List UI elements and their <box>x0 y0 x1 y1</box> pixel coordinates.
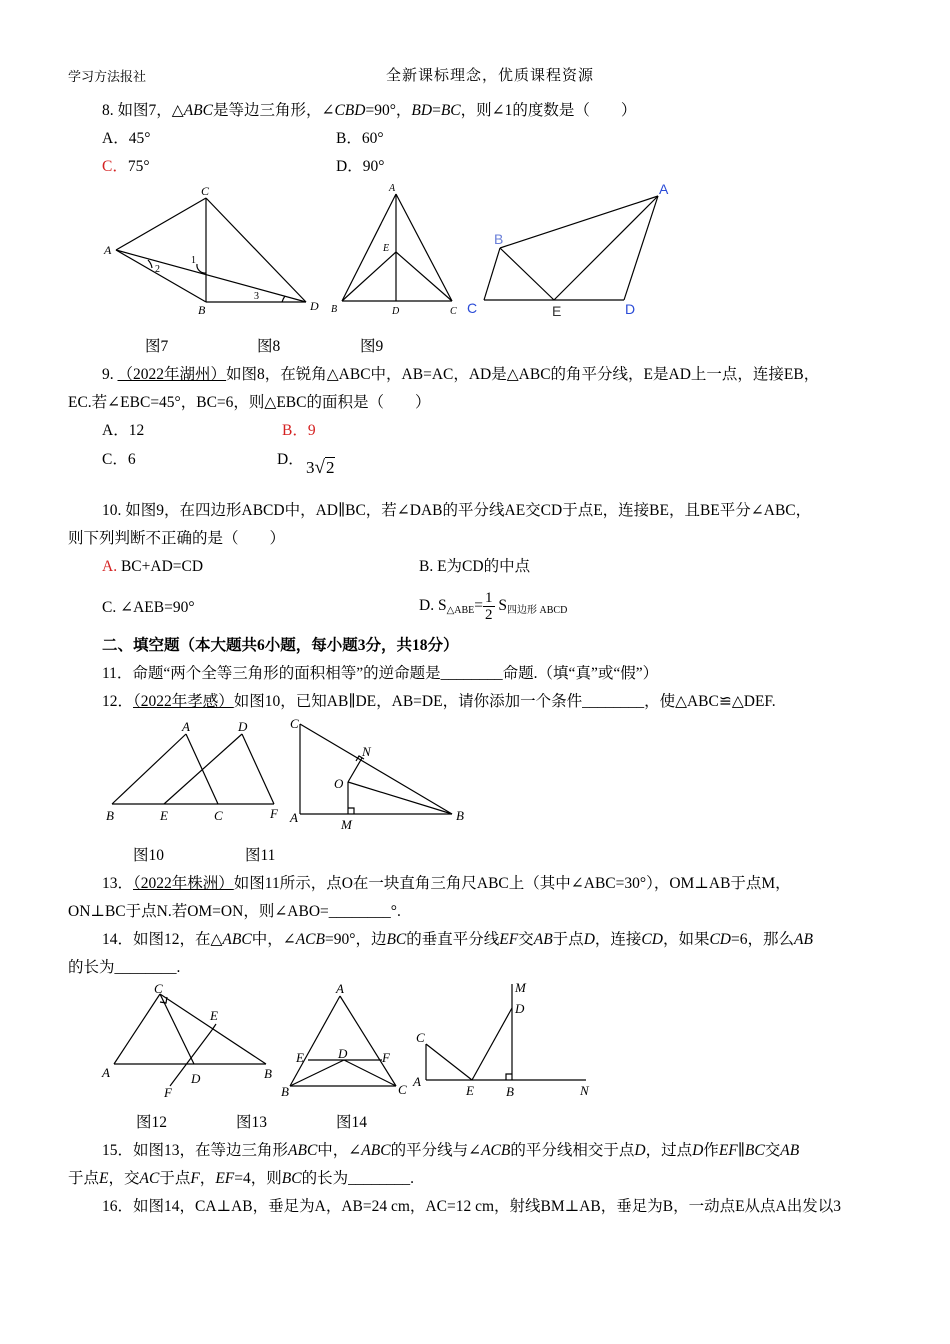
q15-a: 15．如图13，在等边三角形 <box>102 1142 289 1159</box>
q15-stem-line1 <box>102 1141 799 1161</box>
q15-stem-line2 <box>68 1169 414 1189</box>
q14-cd: CD <box>641 931 663 948</box>
q15-c: 的平分线与∠ <box>390 1142 482 1159</box>
q15-D2: D <box>692 1142 704 1159</box>
q10-option-a <box>102 557 203 577</box>
q14-bc: BC <box>386 931 407 948</box>
q14-tri: △ABC <box>210 931 252 948</box>
q15-abc: ABC <box>288 1142 318 1159</box>
q15-2F: F <box>190 1170 200 1187</box>
fig9-label-c: C <box>467 300 478 316</box>
fig12-label-c: C <box>154 981 163 996</box>
fig10-label-a: A <box>182 719 190 734</box>
q10-option-d <box>419 586 567 631</box>
fig12-label-a: A <box>102 1065 110 1080</box>
q9-option-c: C．6 <box>102 451 136 468</box>
fig13-label-a: A <box>336 981 344 996</box>
header-center: 全新课标理念，优质课程资源 <box>386 68 595 84</box>
fig14-label-m: M <box>515 980 526 995</box>
q15-ab: AB <box>780 1142 800 1159</box>
fig11-label-a: A <box>290 810 298 825</box>
fig11-diagram <box>300 724 452 814</box>
q14-d: 的垂直平分线 <box>406 931 500 948</box>
fig7-diagram <box>116 198 306 302</box>
q14-g: ，连接 <box>594 931 642 948</box>
q9-source: （2022年湖州） <box>117 366 227 383</box>
fig14-label-a: A <box>413 1074 421 1089</box>
q15-ef: EF <box>718 1142 738 1159</box>
q9-option-b: B．9 <box>282 422 316 439</box>
figures-row1 <box>100 180 690 325</box>
fig10-caption: 图10 <box>133 847 165 864</box>
fig7-label-b: B <box>198 303 206 317</box>
q14-a: 14．如图12，在 <box>102 931 211 948</box>
q10-stem-line1: 10. 如图9，在四边形ABCD中，AD∥BC，若∠DAB的平分线AE交CD于点E，连接BE，且BE平分∠ABC， <box>102 502 812 519</box>
fig10-diagram <box>112 734 274 804</box>
q14-c: =90°，边 <box>325 931 387 948</box>
q8-option-c-value: 75° <box>127 158 150 175</box>
fig11-label-n: N <box>362 744 371 759</box>
q15-e: ，过点 <box>645 1142 693 1159</box>
q9-num: 9. <box>102 366 118 383</box>
q8-end: ，则∠1的度数是（ ） <box>460 102 637 119</box>
q10-d-sub1: △ABE <box>446 605 475 616</box>
q15-g: ∥ <box>737 1142 745 1159</box>
fig11-caption: 图11 <box>245 847 276 864</box>
q13-stem1: 如图11所示，点O在一块直角三角尺ABC上（其中∠ABC=30°），OM⊥AB于点M， <box>233 875 791 892</box>
q8-bd: BD <box>411 102 433 119</box>
fig13-label-e: E <box>296 1050 304 1065</box>
q10-option-a-text: BC+AD=CD <box>117 558 204 575</box>
q8-abc: ABC <box>183 102 213 119</box>
q14-i: =6，那么 <box>731 931 795 948</box>
fig9-label-a: A <box>659 181 669 197</box>
q14-f: 于点 <box>552 931 584 948</box>
fig8-label-d: D <box>392 306 400 317</box>
q15-2b: ，交 <box>108 1170 140 1187</box>
q15-2c: 于点 <box>159 1170 191 1187</box>
fig12-label-f: F <box>164 1085 172 1100</box>
q12-source: （2022年孝感） <box>133 693 234 710</box>
q8-option-d: D．90° <box>336 158 385 175</box>
fig9-diagram <box>484 196 658 300</box>
fig8-caption: 图8 <box>257 338 281 355</box>
q8-stem <box>102 101 636 121</box>
q14-acb: ACB <box>295 931 325 948</box>
fig8-label-e: E <box>383 243 390 254</box>
q8-mid: 是等边三角形，∠ <box>212 102 335 119</box>
q8-option-c-letter: C． <box>102 158 128 175</box>
q15-d: 的平分线相交于点 <box>510 1142 635 1159</box>
q12-stem: 如图10，已知AB∥DE，AB=DE，请你添加一个条件________，使△ABC≌△DEF. <box>233 693 776 710</box>
fig14-label-b: B <box>506 1084 514 1099</box>
fig7-label-2: 2 <box>155 264 160 275</box>
fig7-label-d: D <box>310 299 319 313</box>
q13-source: （2022年株洲） <box>133 875 234 892</box>
q8-eq: =90°， <box>365 102 412 119</box>
fig12-label-d: D <box>191 1071 201 1086</box>
q9-option-d-label: D． <box>277 451 304 468</box>
q15-2d: ， <box>199 1170 216 1187</box>
q9-stem-line1 <box>102 365 819 385</box>
fig12-diagram <box>114 994 266 1086</box>
fig13-label-d: D <box>338 1046 348 1061</box>
q10-d-sub2: 四边形 ABCD <box>507 605 568 616</box>
q9-d-radicand: 2 <box>325 458 335 477</box>
fig11-label-c: C <box>290 716 299 731</box>
q16-text: 16．如图14，CA⊥AB，垂足为A，AB=24 cm，AC=12 cm，射线BM⊥AB，垂足为B，一动点E从点A出发以3 <box>102 1198 841 1215</box>
q10-option-a-letter: A. <box>102 558 118 575</box>
q11-text: 11．命题“两个全等三角形的面积相等”的逆命题是________命题.（填“真”或“假”） <box>102 665 659 682</box>
q9-option-a: A．12 <box>102 422 145 439</box>
q15-b: 中，∠ <box>317 1142 362 1159</box>
q10-stem-line2: 则下列判断不正确的是（ ） <box>68 530 286 547</box>
q14-ab: AB <box>533 931 553 948</box>
q14-stem-line1 <box>102 930 813 950</box>
fig14-diagram <box>426 984 586 1080</box>
q9-stem1: 如图8，在锐角△ABC中，AB=AC，AD是△ABC的角平分线，E是AD上一点，连接EB， <box>226 366 820 383</box>
fig13-diagram <box>290 996 396 1086</box>
q13-stem-line1 <box>102 874 791 894</box>
fig10-label-c: C <box>214 808 223 823</box>
q10-option-b: B. E为CD的中点 <box>419 558 531 575</box>
fig8-diagram <box>342 194 452 301</box>
q9-option-d-value: 3√2 <box>306 457 335 478</box>
q14-ef: EF <box>499 931 519 948</box>
q14-stem-line2: 的长为________. <box>68 959 181 976</box>
fig9-caption: 图9 <box>360 338 384 355</box>
fig9-label-d: D <box>625 301 636 317</box>
fig9-label-e: E <box>552 303 562 319</box>
q15-acb: ACB <box>481 1142 511 1159</box>
q15-2f: 的长为________. <box>301 1170 414 1187</box>
q9-stem-line2: EC.若∠EBC=45°，BC=6，则△EBC的面积是（ ） <box>68 394 431 411</box>
fig8-label-a: A <box>389 183 396 194</box>
fig10-label-f: F <box>270 806 278 821</box>
q8-bc: BC <box>440 102 461 119</box>
q8-cbd: CBD <box>334 102 366 119</box>
fig14-label-e: E <box>466 1083 474 1098</box>
fig7-label-3: 3 <box>254 291 259 302</box>
q8-eq2: = <box>432 102 441 119</box>
q15-2E: E <box>99 1170 109 1187</box>
fig7-caption: 图7 <box>145 338 169 355</box>
q14-e: 交 <box>518 931 534 948</box>
fig11-label-o: O <box>334 776 344 791</box>
q10-d-num: 1 <box>485 589 493 606</box>
q14-ab2: AB <box>794 931 813 948</box>
fig13-label-c: C <box>398 1082 407 1097</box>
fig8-label-b: B <box>331 304 338 315</box>
q10-option-c: C. ∠AEB=90° <box>102 599 195 616</box>
q14-h: ，如果 <box>662 931 710 948</box>
q10-d-eq: = <box>474 597 484 614</box>
q9-d-coef: 3 <box>306 458 315 477</box>
figures-row3 <box>100 980 600 1106</box>
q10-d-s: S <box>494 597 508 614</box>
fig8-label-c: C <box>450 306 457 317</box>
q8-prefix: 8. 如图7， <box>102 102 172 119</box>
fig13-caption: 图13 <box>236 1114 268 1131</box>
q10-d-prefix: D. S <box>419 597 447 614</box>
q12-num: 12． <box>102 693 134 710</box>
fig14-caption: 图14 <box>336 1114 368 1131</box>
fig9-label-b: B <box>494 231 504 247</box>
fig12-label-e: E <box>210 1008 218 1023</box>
q14-cd2: CD <box>709 931 732 948</box>
q8-tri: △ <box>171 102 184 119</box>
fig7-label-c: C <box>201 184 210 198</box>
q10-d-fraction <box>483 590 495 623</box>
q14-b: 中，∠ <box>251 931 296 948</box>
fig14-label-d: D <box>515 1001 525 1016</box>
q12-text <box>102 692 776 712</box>
q15-bc: BC <box>744 1142 765 1159</box>
fig7-label-a: A <box>104 243 112 257</box>
figures-row2 <box>100 716 480 834</box>
fig12-caption: 图12 <box>136 1114 168 1131</box>
q14-D: D <box>583 931 595 948</box>
fig13-label-b: B <box>281 1084 289 1099</box>
q15-2a: 于点 <box>68 1170 100 1187</box>
fig11-label-b: B <box>456 808 464 823</box>
header-left: 学习方法报社 <box>68 69 147 84</box>
fig13-label-f: F <box>382 1050 390 1065</box>
q15-2ef: EF <box>215 1170 235 1187</box>
q10-d-den: 2 <box>485 606 493 623</box>
fig10-label-b: B <box>106 808 114 823</box>
q15-2e: =4，则 <box>234 1170 282 1187</box>
fig12-label-b: B <box>264 1066 272 1081</box>
fig14-label-c: C <box>416 1030 425 1045</box>
fig14-label-n: N <box>580 1083 589 1098</box>
fig10-label-d: D <box>238 719 248 734</box>
q13-num: 13． <box>102 875 134 892</box>
q15-2bc: BC <box>281 1170 302 1187</box>
q8-option-c <box>102 157 150 177</box>
q8-option-a: A．45° <box>102 130 151 147</box>
q8-option-b: B．60° <box>336 130 384 147</box>
fig10-label-e: E <box>160 808 168 823</box>
fig11-label-m: M <box>341 817 352 832</box>
section2-title: 二、填空题（本大题共6小题，每小题3分，共18分） <box>102 637 459 654</box>
q15-h: 交 <box>764 1142 781 1159</box>
q13-stem-line2: ON⊥BC于点N.若OM=ON，则∠ABO=________°. <box>68 903 401 920</box>
q15-f: 作 <box>703 1142 719 1159</box>
q15-D: D <box>634 1142 646 1159</box>
q15-abc2: ABC <box>361 1142 391 1159</box>
fig7-label-1: 1 <box>191 255 196 266</box>
q15-2ac: AC <box>139 1170 160 1187</box>
